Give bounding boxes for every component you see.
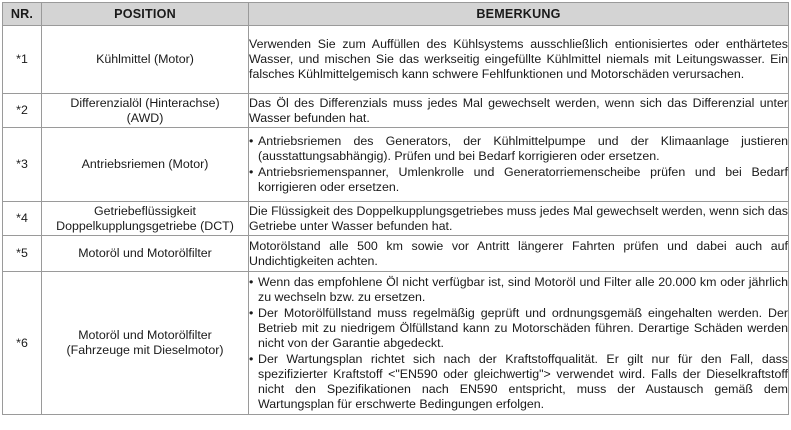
bullet-text: Der Wartungsplan richtet sich nach der Kraftstoffqualität. Er gilt nur für den Fall, dass spezifizierter Kraftstoff <"EN590 oder gleichwertig"> verwendet wird. Falls der Dieselkraftstoff nicht den Spezifikationen nach EN590 entspricht, muss der Austausch gemäß dem Wartungsplan für erschwerte Bedingungen erfolgen.: [258, 351, 788, 411]
remark-text: Verwenden Sie zum Auffüllen des Kühlsystems ausschließlich entionisiertes oder enthärtetes Wasser, und mischen Sie das werkseitig eingefüllte Kühlmittel niemals mit Leitungswasser. Ein falsches Kühlmittelgemisch kann schwere Fehlfunktionen und Motorschäden verursachen.: [249, 37, 788, 81]
maintenance-table: [2, 2, 789, 415]
bullet-text: Wenn das empfohlene Öl nicht verfügbar ist, sind Motoröl und Filter alle 20.000 km oder jährlich zu wechseln bzw. zu ersetzen.: [258, 274, 788, 304]
remark-bullet: [249, 306, 788, 351]
header-remark: BEMERKUNG: [249, 3, 789, 26]
row-remark: [249, 272, 789, 415]
table-row: [3, 26, 789, 94]
remark-text: Das Öl des Differenzials muss jedes Mal gewechselt werden, wenn sich das Differenzial unter Wasser befunden hat.: [249, 95, 788, 125]
row-position: [42, 236, 249, 272]
remark-bullet: [249, 275, 788, 305]
table-row: [3, 236, 789, 272]
remark-bullet: [249, 165, 788, 195]
header-row: [3, 3, 789, 26]
row-number: *3: [3, 128, 42, 202]
row-position: [42, 202, 249, 236]
position-line: (AWD): [126, 110, 164, 125]
position-line: Kühlmittel (Motor): [96, 52, 194, 66]
bullet-dot: •: [249, 351, 254, 366]
table-row: [3, 202, 789, 236]
position-line: (Fahrzeuge mit Dieselmotor): [66, 343, 224, 357]
remark-text: Motorölstand alle 500 km sowie vor Antritt längerer Fahrten prüfen und dabei auch auf Undichtigkeiten achten.: [249, 238, 788, 268]
table-row: [3, 128, 789, 202]
remark-bullet: [249, 134, 788, 164]
row-remark: [249, 128, 789, 202]
row-number: *6: [3, 272, 42, 415]
row-remark: [249, 94, 789, 128]
row-position: [42, 94, 249, 128]
position-line: Motoröl und Motorölfilter: [78, 328, 212, 342]
position-line: Antriebsriemen (Motor): [81, 157, 209, 171]
row-position: [42, 272, 249, 415]
bullet-text: Antriebsriemen des Generators, der Kühlmittelpumpe und der Klimaanlage justieren (ausstattungsabhängig). Prüfen und bei Bedarf korrigieren oder ersetzen.: [258, 134, 788, 163]
row-remark: [249, 202, 789, 236]
row-number: *4: [3, 202, 42, 236]
header-position: POSITION: [42, 3, 249, 26]
remark-bullet: [249, 352, 788, 412]
row-position: [42, 26, 249, 94]
bullet-dot: •: [249, 134, 254, 148]
remark-text: Die Flüssigkeit des Doppelkupplungsgetriebes muss jedes Mal gewechselt werden, wenn sich das Getriebe unter Wasser befunden hat.: [249, 203, 788, 233]
bullet-dot: •: [249, 165, 254, 179]
bullet-text: Der Motorölfüllstand muss regelmäßig geprüft und ordnungsgemäß eingehalten werden. Der Betrieb mit zu niedrigem Ölfüllstand kann zu Motorschäden führen. Derartige Schäden werden nicht von der Garantie abgedeckt.: [258, 305, 788, 350]
header-nr: NR.: [3, 3, 42, 26]
row-remark: [249, 236, 789, 272]
table-row: [3, 272, 789, 415]
row-number: *5: [3, 236, 42, 272]
position-line: Motoröl und Motorölfilter: [78, 246, 212, 260]
row-number: *1: [3, 26, 42, 94]
row-number: *2: [3, 94, 42, 128]
position-line: Getriebeflüssigkeit: [94, 203, 196, 218]
position-line: Differenzialöl (Hinterachse): [70, 95, 220, 110]
row-position: [42, 128, 249, 202]
bullet-dot: •: [249, 274, 254, 289]
bullet-text: Antriebsriemenspanner, Umlenkrolle und Generatorriemenscheibe prüfen und bei Bedarf korrigieren oder ersetzen.: [258, 165, 788, 194]
bullet-dot: •: [249, 305, 254, 320]
position-line: Doppelkupplungsgetriebe (DCT): [56, 218, 234, 233]
table-row: [3, 94, 789, 128]
row-remark: [249, 26, 789, 94]
